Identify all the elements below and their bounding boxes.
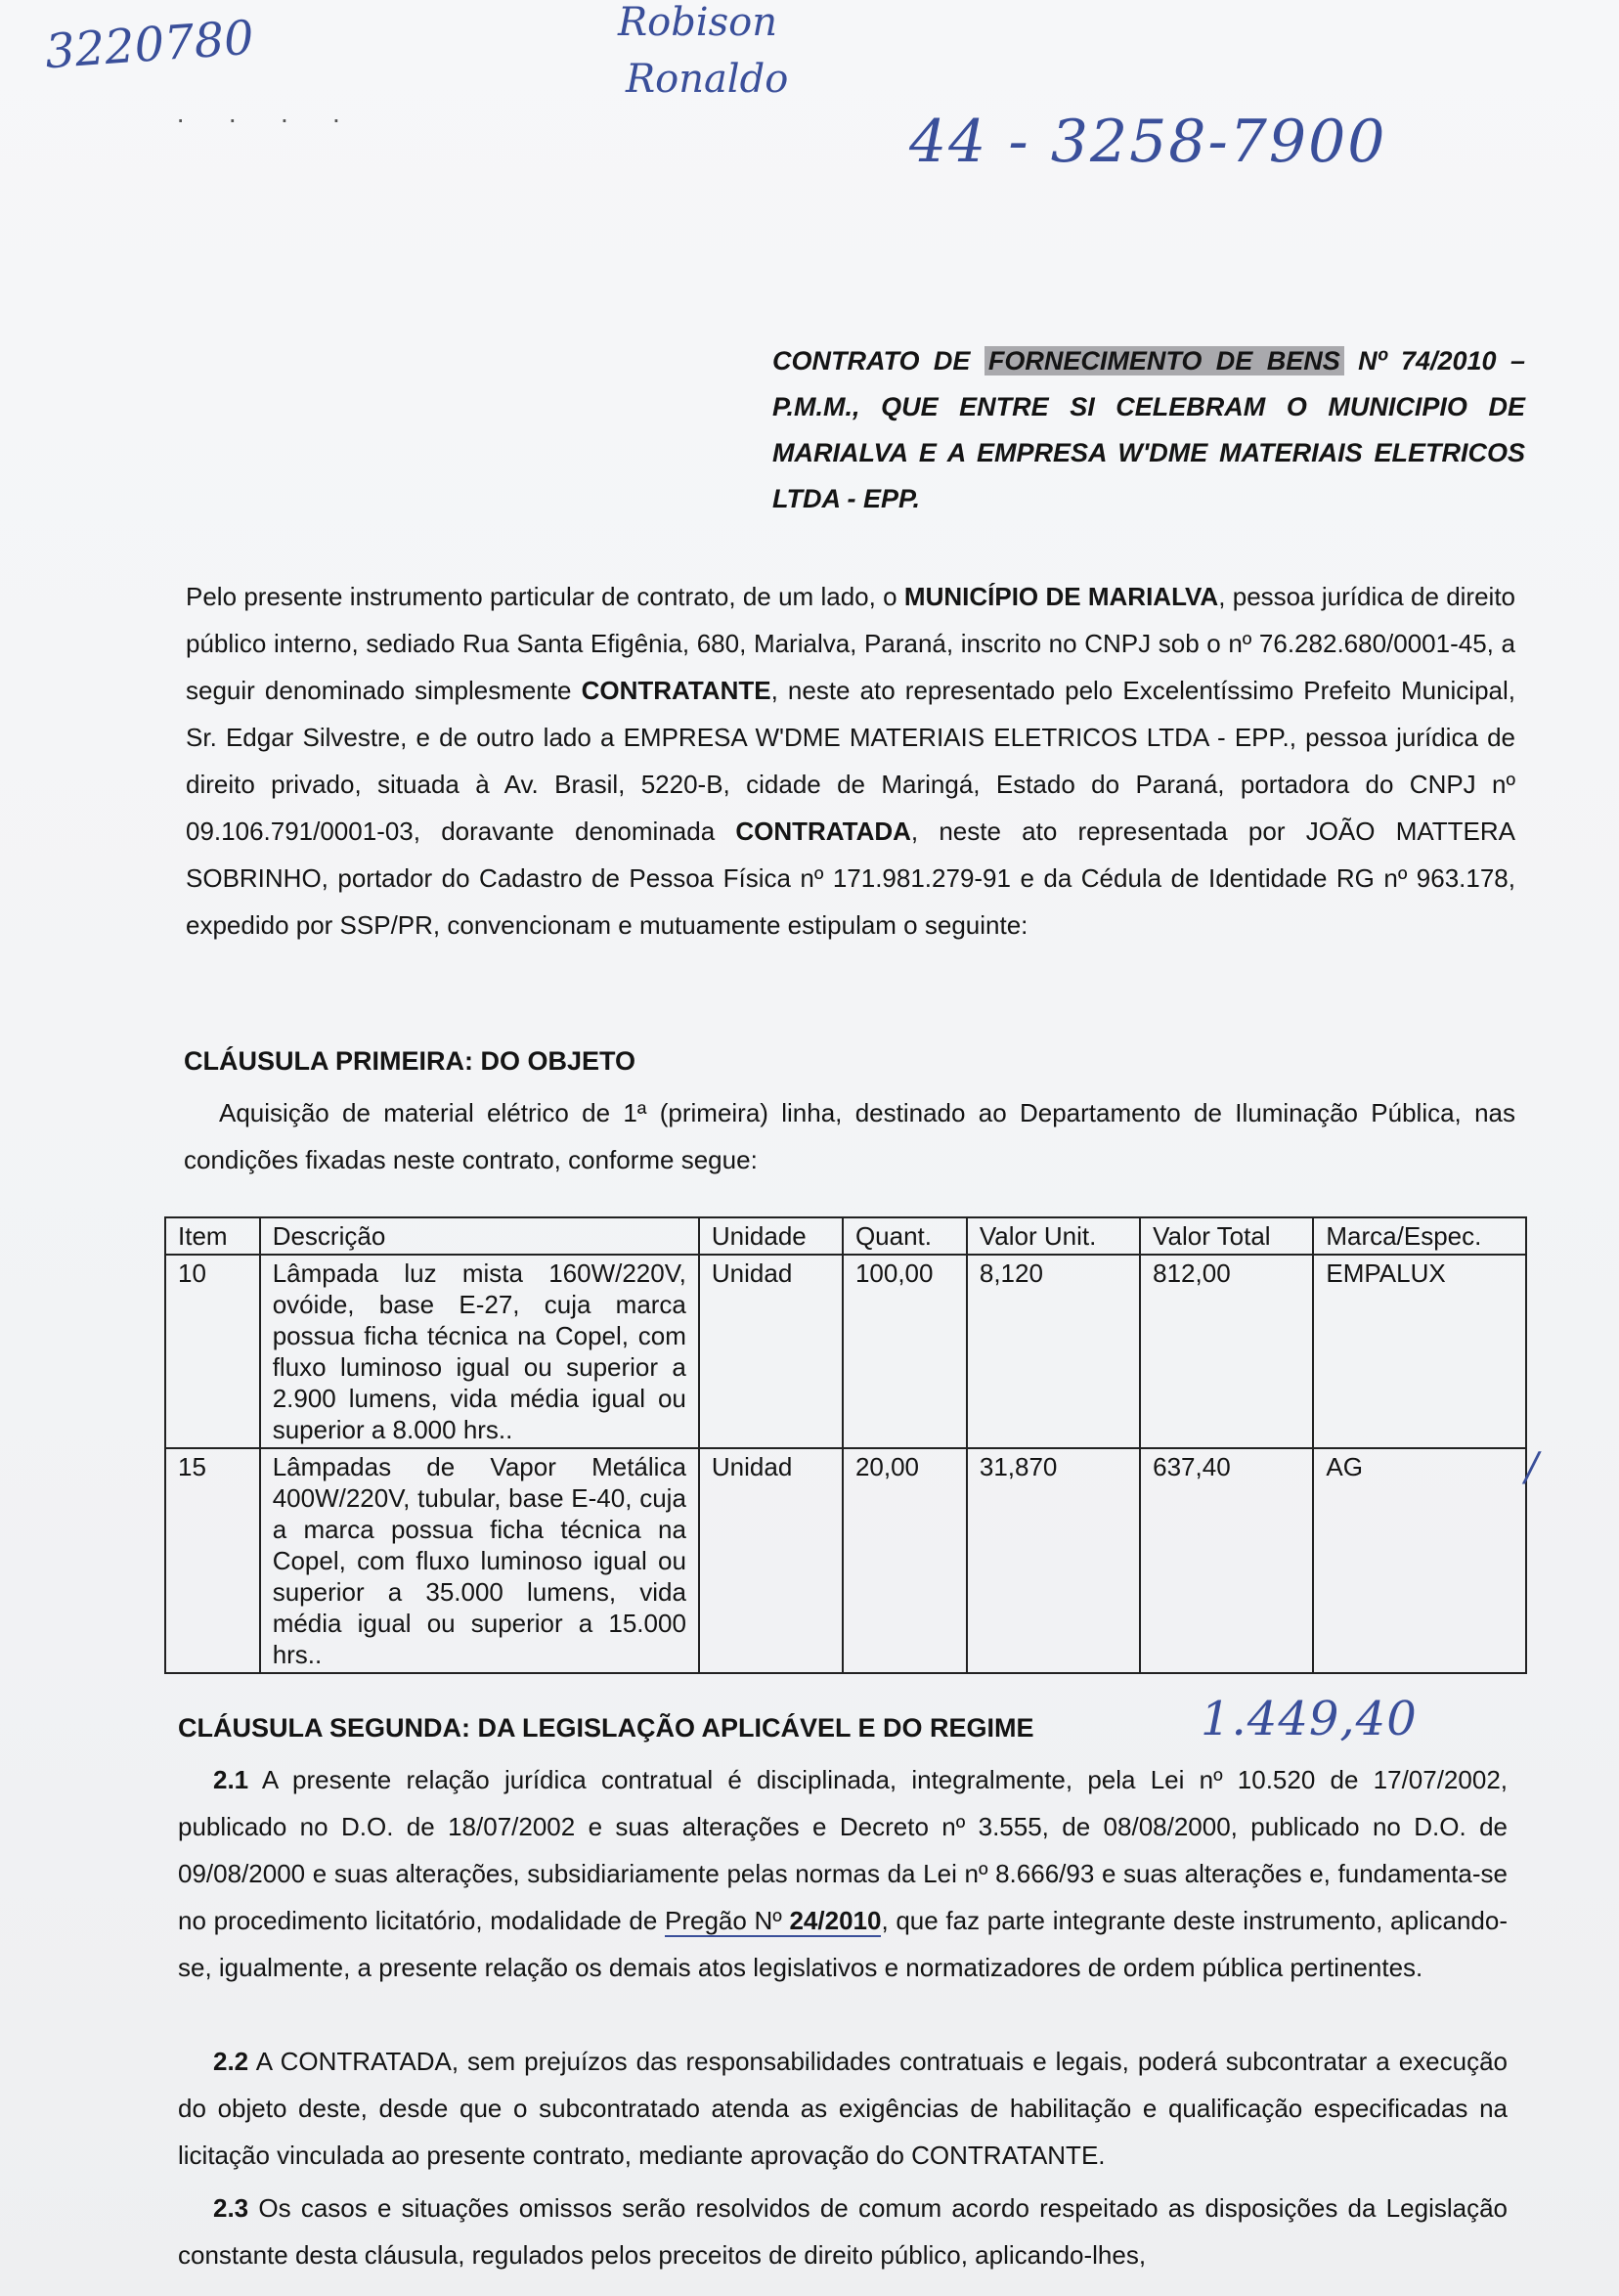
header-description: Descrição (260, 1217, 699, 1255)
intro-contratante: CONTRATANTE (581, 676, 771, 705)
header-brand: Marca/Espec. (1313, 1217, 1526, 1255)
header-unit: Unidade (699, 1217, 843, 1255)
items-table (164, 1216, 1527, 1674)
handwritten-reference-number: 3220780 (43, 10, 256, 80)
clause-1-title: CLÁUSULA PRIMEIRA: DO OBJETO (184, 1046, 636, 1076)
cell-description: Lâmpada luz mista 160W/220V, ovóide, base E-27, cuja marca possua ficha técnica na Copel, com fluxo luminoso igual ou superior a 2.900 lumens, vida média igual ou superior a 8.000 hrs.. (260, 1255, 699, 1448)
intro-contratada: CONTRATADA (735, 817, 911, 846)
cell-brand: EMPALUX (1313, 1255, 1526, 1448)
cell-item: 15 (165, 1448, 260, 1673)
clause-2-2 (178, 2038, 1508, 2179)
cell-total: 637,40 (1140, 1448, 1313, 1673)
header-item: Item (165, 1217, 260, 1255)
handwritten-phone-number: 44 - 3258-7900 (909, 108, 1387, 176)
handwritten-check-mark: / (1525, 1445, 1539, 1490)
pregao-number: 24/2010 (789, 1906, 882, 1935)
title-highlight: FORNECIMENTO DE BENS (985, 346, 1344, 375)
clause-1-text: Aquisição de material elétrico de 1ª (primeira) linha, destinado ao Departamento de Iluminação Pública, nas condições fixadas neste contrato, conforme segue: (184, 1098, 1515, 1174)
scan-specks: · · · · (176, 104, 359, 134)
intro-paragraph (186, 573, 1515, 949)
handwritten-name-line-1: Robison (618, 0, 777, 45)
cell-brand: AG (1313, 1448, 1526, 1673)
pregao-reference (665, 1906, 881, 1937)
cell-total: 812,00 (1140, 1255, 1313, 1448)
handwritten-name-line-2: Ronaldo (626, 57, 789, 102)
intro-text-3: , neste ato representado pelo Excelentíssimo Prefeito Municipal, Sr. Edgar Silvestre, e de outro lado a EMPRESA W'DME MATERIAIS ELETRICOS LTDA - EPP., pessoa jurídica de direito privado, situada à Av. Brasil, 5220-B, cidade de Maringá, Estado do Paraná, portadora do CNPJ nº 09.106.791/0001-03, doravante denominada (186, 676, 1516, 846)
clause-2-2-number: 2.2 (213, 2047, 249, 2076)
header-unit-price: Valor Unit. (967, 1217, 1140, 1255)
cell-description: Lâmpadas de Vapor Metálica 400W/220V, tubular, base E-40, cuja a marca possua ficha técnica na Copel, com fluxo luminoso igual ou superior a 35.000 lumens, vida média igual ou superior a 15.000 hrs.. (260, 1448, 699, 1673)
title-prefix: CONTRATO DE (772, 346, 985, 375)
clause-2-1-text-b: , que faz parte integrante deste instrumento, aplicando-se, igualmente, a presente relação os demais atos legislativos e normatizadores de ordem pública pertinentes. (178, 1906, 1508, 1982)
title-rest: Nº 74/2010 – P.M.M., QUE ENTRE SI CELEBRAM O MUNICIPIO DE MARIALVA E A EMPRESA W'DME MATERIAIS ELETRICOS LTDA - EPP. (772, 346, 1526, 513)
clause-2-3-text: Os casos e situações omissos serão resolvidos de comum acordo respeitado as disposições da Legislação constante desta cláusula, regulados pelos preceitos de direito público, aplicando-lhes, (178, 2193, 1508, 2270)
header-total: Valor Total (1140, 1217, 1313, 1255)
pregao-label: Pregão Nº (665, 1906, 790, 1935)
cell-unit-price: 31,870 (967, 1448, 1140, 1673)
intro-municipality: MUNICÍPIO DE MARIALVA (903, 582, 1219, 611)
table-header-row (165, 1217, 1526, 1255)
intro-text-1: Pelo presente instrumento particular de contrato, de um lado, o (186, 582, 904, 611)
cell-unit-price: 8,120 (967, 1255, 1140, 1448)
intro-text-4: , neste ato representada por JOÃO MATTERA SOBRINHO, portador do Cadastro de Pessoa Física nº 171.981.279-91 e da Cédula de Identidade RG nº 963.178, expedido por SSP/PR, convencionam e mutuamente estipulam o seguinte: (186, 817, 1515, 940)
clause-2-3-number: 2.3 (213, 2193, 249, 2223)
header-quantity: Quant. (843, 1217, 967, 1255)
cell-quantity: 100,00 (843, 1255, 967, 1448)
clause-2-1-text-a: A presente relação jurídica contratual é disciplinada, integralmente, pela Lei nº 10.520 de 17/07/2002, publicado no D.O. de 18/07/2002 e suas alterações e Decreto nº 3.555, de 08/08/2000, publicado no D.O. de 09/08/2000 e suas alterações, subsidiariamente pelas normas da Lei nº 8.666/93 e suas alterações e, fundamenta-se no procedimento licitatório, modalidade de (178, 1765, 1508, 1935)
clause-2-title: CLÁUSULA SEGUNDA: DA LEGISLAÇÃO APLICÁVEL E DO REGIME (178, 1713, 1034, 1743)
handwritten-total: 1.449,40 (1201, 1692, 1418, 1746)
clause-2-1-number: 2.1 (213, 1765, 249, 1794)
table-row (165, 1255, 1526, 1448)
clause-2-1 (178, 1756, 1508, 1991)
clause-2-2-text: A CONTRATADA, sem prejuízos das responsabilidades contratuais e legais, poderá subcontratar a execução do objeto deste, desde que o subcontratado atenda as exigências de habilitação e qualificação especificadas na licitação vinculada ao presente contrato, mediante aprovação do CONTRATANTE. (178, 2047, 1508, 2170)
table-row (165, 1448, 1526, 1673)
cell-quantity: 20,00 (843, 1448, 967, 1673)
cell-unit: Unidad (699, 1255, 843, 1448)
clause-2-3 (178, 2185, 1508, 2278)
cell-item: 10 (165, 1255, 260, 1448)
intro-text-2: , pessoa jurídica de direito público interno, sediado Rua Santa Efigênia, 680, Marialva, Paraná, inscrito no CNPJ sob o nº 76.282.680/0001-45, a seguir denominado simplesmente (186, 582, 1516, 705)
cell-unit: Unidad (699, 1448, 843, 1673)
contract-title (772, 338, 1525, 522)
